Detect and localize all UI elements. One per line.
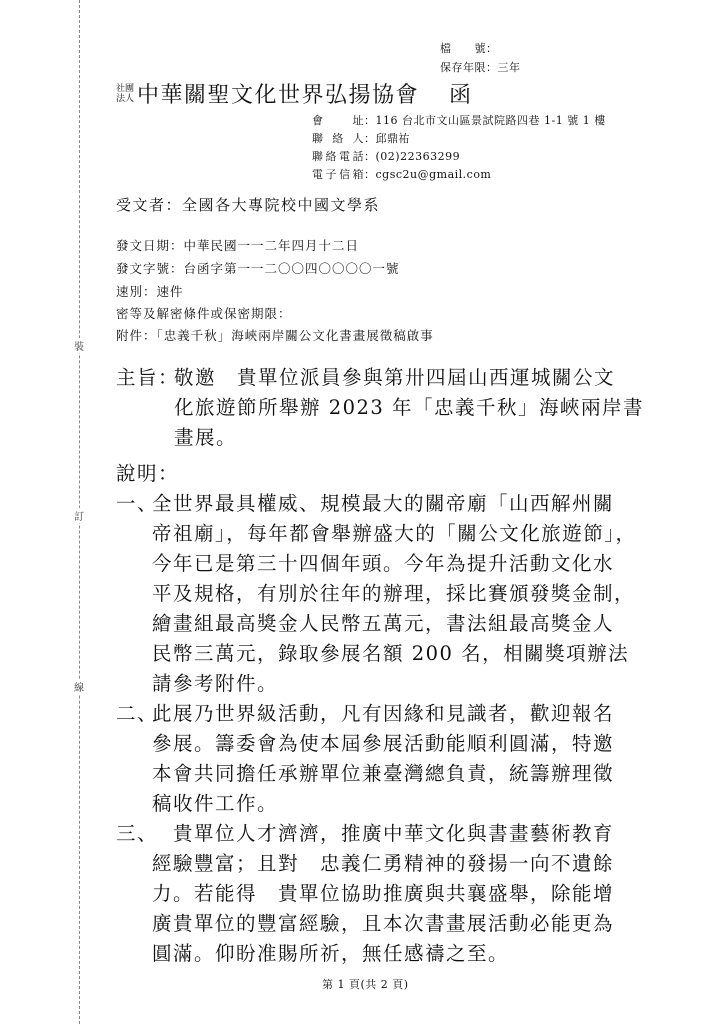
item-line: 民幣三萬元，錄取參展名額 200 名，相關獎項辦法: [152, 642, 630, 665]
item-number: 二、: [116, 702, 159, 725]
org-type: 社團 法人: [116, 84, 135, 104]
item-line: 力。若能得 貴單位協助推廣與共襄盛舉，除能增: [152, 882, 615, 905]
recipient: 受文者：全國各大專院校中國文學系: [116, 196, 381, 214]
subject-line: 畫展。: [174, 426, 238, 449]
item-line: 本會共同擔任承辦單位兼臺灣總負責，統籌辦理徵: [152, 762, 615, 785]
item-line: 繪畫組最高獎金人民幣五萬元，書法組最高獎金人: [152, 612, 615, 635]
item-line: 圓滿。仰盼准賜所祈，無任感禱之至。: [152, 942, 510, 965]
document-title: [137, 78, 473, 109]
item-line: 平及規格，有別於往年的辦理，採比賽頒發獎金制，: [152, 582, 636, 605]
file-number-label: 檔 號：: [440, 42, 498, 55]
issue-date: 發文日期：中華民國一一二年四月十二日: [116, 238, 360, 253]
subject-line: 敬邀 貴單位派員參與第卅四屆山西運城關公文: [174, 366, 616, 389]
org-name: 中華關聖文化世界弘揚協會: [137, 83, 420, 108]
contact-phone: 聯絡電話：(02)22363299: [312, 150, 461, 163]
item-line: 帝祖廟」，每年都會舉辦盛大的「關公文化旅遊節」，: [152, 522, 637, 545]
binding-char: 訂: [74, 508, 84, 523]
item-line: 請參考附件。: [152, 672, 279, 695]
attachment: 附件：「忠義千秋」海峽兩岸關公文化書畫展徵稿啟事: [116, 328, 434, 343]
item-line: 稿收件工作。: [152, 792, 279, 815]
binding-char: 裝: [74, 338, 84, 353]
contact-email: 電子信箱：cgsc2u@gmail.com: [312, 168, 492, 181]
retention-period: 保存年限：三年: [440, 61, 521, 74]
subject-line: 化旅遊節所舉辦 2023 年「忠義千秋」海峽兩岸書: [174, 396, 645, 419]
item-number: 三、: [116, 822, 159, 845]
binding-char: 線: [74, 679, 84, 694]
item-line: 今年已是第三十四個年頭。今年為提升活動文化水: [152, 552, 615, 575]
item-line: 貴單位人才濟濟，推廣中華文化與書畫藝術教育: [152, 822, 615, 845]
confidentiality: 密等及解密條件或保密期限：: [116, 306, 292, 321]
item-number: 一、: [116, 492, 159, 515]
contact-address: 會 址：116 台北市文山區景試院路四巷 1-1 號 1 樓: [312, 114, 606, 127]
item-line: 經驗豐富；且對 忠義仁勇精神的發揚一向不遺餘: [152, 852, 615, 875]
contact-person: 聯 絡 人：邱鼎祐: [312, 132, 410, 145]
item-line: 此展乃世界級活動，凡有因緣和見識者，歡迎報名: [152, 702, 615, 725]
page-number: 第 1 頁(共 2 頁): [322, 978, 409, 991]
subject-label: 主旨：: [116, 366, 180, 389]
explanation-label: 說明：: [116, 462, 180, 485]
item-line: 參展。籌委會為使本屆參展活動能順利圓滿，特邀: [152, 732, 615, 755]
item-line: 廣貴單位的豐富經驗，且本次書畫展活動必能更為: [152, 912, 615, 935]
item-line: 全世界最具權威、規模最大的關帝廟「山西解州關: [152, 492, 615, 515]
document-type: 函: [449, 83, 473, 108]
delivery-speed: 速別：速件: [116, 284, 184, 299]
reference-number: 發文字號：台函字第一一二〇〇四〇〇〇〇一號: [116, 261, 400, 276]
